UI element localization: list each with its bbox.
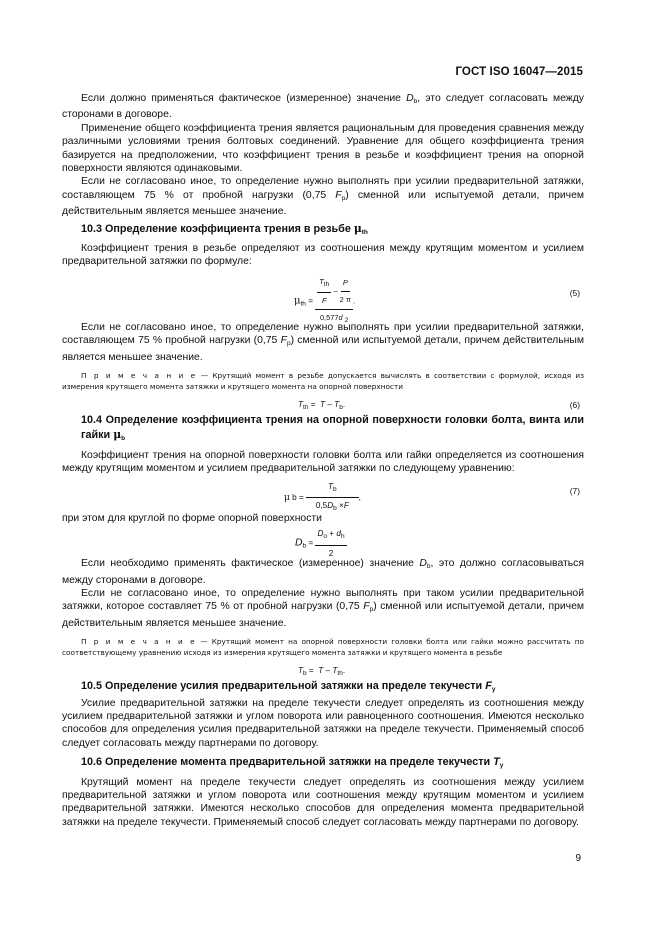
- section-10-4-db-agreement: Если необходимо применять фактическое (измеренное) значение $D_b$, это должно согласовываться между сторонами в договоре.: [62, 558, 584, 586]
- formula-db: $D_b$ = $\frac{D_o + d_h}{2}$: [295, 529, 345, 558]
- note-bearing-torque: П р и м е ч а н и е — Крутящий момент на опорной поверхности головки болта или гайки можно рассчитать по соответствующему уравнению исходя из измерения крутящего момента затяжки и крутящего момента в резьбе: [62, 637, 584, 658]
- section-10-4-preload-condition: Если не согласовано иное, то определение нужно выполнять при таком усилии предварительной затяжки, которое составляет 75 % от пробной нагрузки (0,75 $F_p$) сменной или испытуемой детали, причем действительным является меньшее значение.: [62, 587, 585, 629]
- equation-number-5: (5): [569, 287, 580, 298]
- section-10-4-intro: Коэффициент трения на опорной поверхности головки болта или гайки определяется из соотношения между крутящим моментом и усилием предварительной затяжки по следующему уравнению:: [62, 449, 584, 475]
- page-number: 9: [575, 853, 581, 864]
- note-thread-torque: П р и м е ч а н и е — Крутящий момент в резьбе допускается вычислять в соответствии с формулой, исходя из измерения крутящего момента затяжки и крутящего момента на опорной поверхности: [62, 371, 584, 392]
- paragraph-total-friction: Применение общего коэффициента трения является рациональным для проведения сравнения между различными условиями трения болтовых соединений. Уравнение для общего коэффициента трения базируется на предположении, что коэффициент трения в резьбе и коэффициент трения на опорной поверхности являются одинаковыми.: [62, 122, 584, 175]
- section-10-6-body: Крутящий момент на пределе текучести следует определять из соотношения между усилием предварительной затяжки и углом поворота или соотношения между крутящим моментом и усилием предварительной затяжки. Имеются несколько способов для определения момента предварительной затяжки на пределе текучести. Применяемый способ следует согласовать между партнерами по договору.: [62, 776, 584, 828]
- formula-7: μ b = $\frac{T_b}{0,5D_b \times F}$ , (7): [284, 481, 580, 513]
- section-10-4-round-surface: при этом для круглой по форме опорной поверхности: [62, 512, 322, 524]
- equation-number-6: (6): [569, 400, 580, 411]
- formula-6: $T_{th} = T - T_b$. (6): [298, 400, 580, 412]
- section-10-5-heading: 10.5 Определение усилия предварительной затяжки на пределе текучести $F_y$: [81, 680, 496, 694]
- page-content: [62, 92, 584, 829]
- section-10-3-preload-condition: Если не согласовано иное, то определение нужно выполнять при усилии предварительной затяжки, составляющем 75 % пробной нагрузки (0,75 $F_p$) сменной или испытуемой детали, причем действительным является меньшее значение.: [62, 321, 584, 363]
- section-10-5-body: Усилие предварительной затяжки на пределе текучести следует определять из соотношения между усилием предварительной затяжки и углом поворота или равноценного соотношения. Имеются несколько способов для определения усилия предварительной затяжки на пределе текучести. Применяемый способ следует согласовать между партнерами по договору.: [62, 697, 584, 749]
- standard-code-header: ГОСТ ISO 16047—2015: [455, 66, 583, 78]
- section-10-6-heading: 10.6 Определение момента предварительной затяжки на пределе текучести $T_y$: [81, 756, 504, 770]
- paragraph-preload-condition: Если не согласовано иное, то определение нужно выполнять при усилии предварительной затяжки, составляющем 75 % от пробной нагрузки (0,75 $F_p$) сменной или испытуемой детали, причем действительным является меньшее значение.: [62, 176, 585, 218]
- equation-number-7: (7): [569, 485, 580, 496]
- formula-5: $\mu_{th}$ = $\frac{T_{th}}{F}$ – $\frac{P}{2 \pi}$ 0,577d $_2$ . (5): [294, 276, 580, 324]
- paragraph-db-agreement: Если должно применяться фактическое (измеренное) значение $D_b$, это следует согласовать между сторонами в договоре.: [62, 93, 584, 121]
- section-10-3-heading: 10.3 Определение коэффициента трения в резьбе $\mu_{th}$: [81, 221, 368, 236]
- section-10-4-heading: 10.4 Определение коэффициента трения на опорной поверхности головки болта, винта или гайки $\mu_b$: [81, 414, 584, 442]
- formula-tb: $T_b = T - T_{th}$.: [298, 666, 346, 678]
- section-10-3-intro: Коэффициент трения в резьбе определяют из соотношения между крутящим моментом и усилием предварительной затяжки по формуле:: [62, 243, 584, 268]
